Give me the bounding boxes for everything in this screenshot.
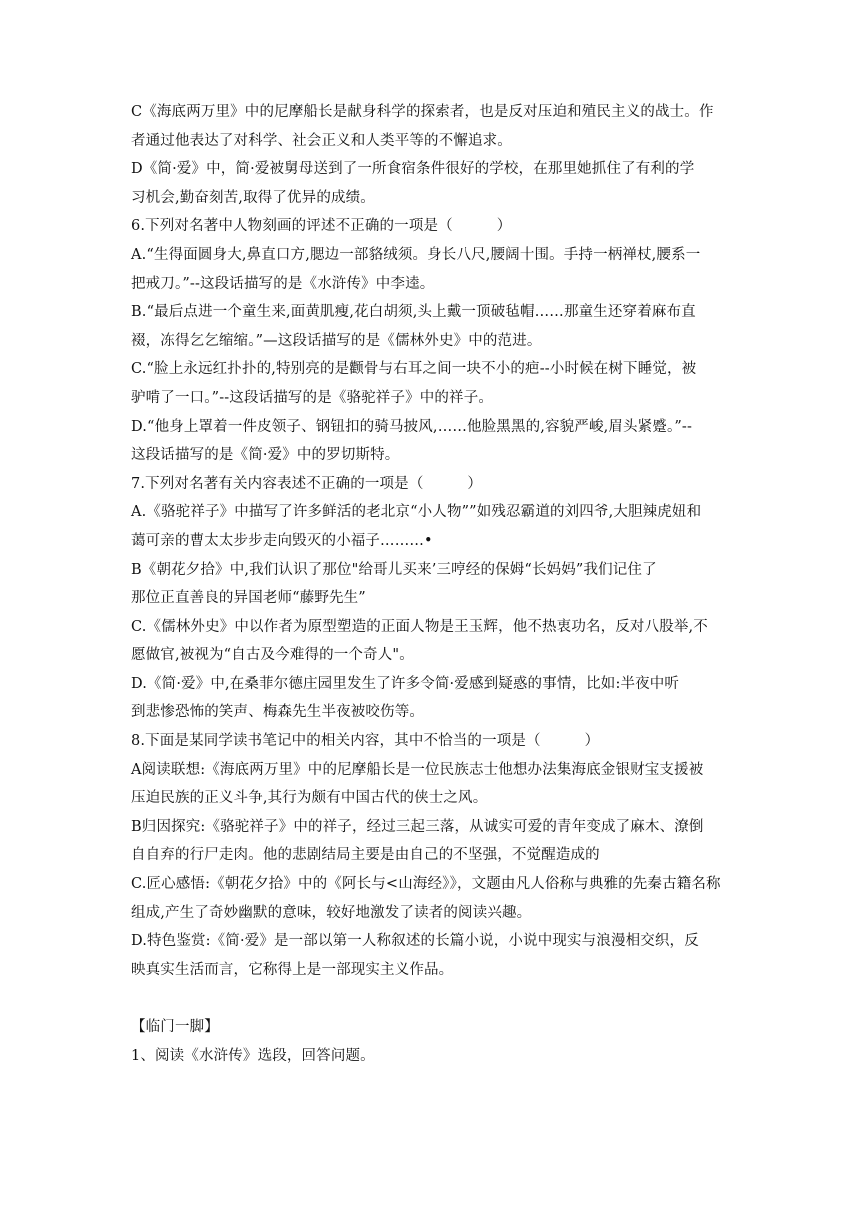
text-line: C.《儒林外史》中以作者为原型塑造的正面人物是王玉辉，他不热衷功名，反对八股举,不 (131, 618, 708, 635)
text-line: 裰，冻得乞乞缩缩。”—这段话描写的是《儒林外史》中的范进。 (131, 332, 542, 349)
section-first-line: 1、阅读《水浒传》选段，回答问题。 (131, 1048, 375, 1064)
text-line: C《海底两万里》中的尼摩船长是献身科学的探索者，也是反对压迫和殖民主义的战士。作 (131, 104, 714, 120)
text-line: D.“他身上罩着一件皮领子、钢钮扣的骑马披风,……他脸黑黑的,容貌严峻,眉头紧蹙。”-- (131, 418, 693, 435)
text-line: B.“最后点进一个童生来,面黄肌瘦,花白胡须,头上戴一顶破毡帽……那童生还穿着麻布直 (131, 304, 696, 321)
text-line: 这段话描写的是《简·爱》中的罗切斯特。 (131, 447, 400, 464)
text-line: 到悲惨恐怖的笑声、梅森先生半夜被咬伤等。 (131, 704, 424, 721)
text-line: D《简·爱》中，简·爱被舅母送到了一所食宿条件很好的学校，在那里她抓住了有利的学 (131, 161, 695, 178)
text-line: A.“生得面圆身大,鼻直口方,腮边一部貉绒须。身长八尺,腰阔十围。手持一柄禅杖,腰系一 (131, 246, 701, 263)
blank-gap (131, 984, 741, 1013)
text-line: A阅读联想:《海底两万里》中的尼摩船长是一位民族志士他想办法集海底金银财宝支援被 (131, 761, 704, 778)
text-line: D.《简·爱》中,在桑菲尔德庄园里发生了许多令简·爱感到疑惑的事情，比如:半夜中听 (131, 675, 680, 692)
document-page (131, 98, 741, 1071)
text-line: 组成,产生了奇妙幽默的意味，较好地激发了读者的阅读兴趣。 (131, 904, 532, 921)
text-line: 愿做官,被视为“自古及今难得的一个奇人"。 (131, 647, 414, 664)
question-7-stem: 7.下列对名著有关内容表述不正确的一项是（ ） (131, 475, 483, 492)
text-line: 把戒刀。”--这段话描写的是《水浒传》中李逵。 (131, 275, 435, 292)
text-line: 自自弃的行尸走肉。他的悲剧结局主要是由自己的不坚强，不觉醒造成的 (131, 847, 600, 864)
text-line: 压迫民族的正义斗争,其行为颇有中国古代的侠士之风。 (131, 790, 488, 807)
text-line: 那位正直善良的异国老师“藤野先生” (131, 590, 366, 607)
text-line: 者通过他表达了对科学、社会正义和人类平等的不懈追求。 (131, 132, 512, 149)
text-line: B归因探究:《骆驼祥子》中的祥子，经过三起三落，从诚实可爱的青年变成了麻木、潦倒 (131, 818, 704, 835)
text-line: 驴啃了一口。”--这段话描写的是《骆驼祥子》中的祥子。 (131, 389, 494, 406)
question-8-stem: 8.下面是某同学读书笔记中的相关内容，其中不恰当的一项是（ ） (131, 733, 600, 750)
text-line: 映真实生活而言，它称得上是一部现实主义作品。 (131, 961, 454, 978)
text-line: C.匠心感悟:《朝花夕拾》中的《阿长与<山海经》》，文题由凡人俗称与典雅的先秦古籍名称 (131, 876, 721, 893)
text-line: 习机会,勤奋刻苦,取得了优异的成绩。 (131, 189, 375, 206)
text-line: C.“脸上永远红扑扑的,特别亮的是颧骨与右耳之间一块不小的疤--小时候在树下睡觉，被 (131, 361, 697, 378)
question-6-stem: 6.下列对名著中人物刻画的评述不正确的一项是（ ） (131, 218, 512, 235)
text-line: A.《骆驼祥子》中描写了许多鲜活的老北京“小人物””如残忍霸道的刘四爷,大胆辣虎妞和 (131, 504, 702, 521)
section-heading: 【临门一脚】 (131, 1019, 219, 1036)
text-line: 蔼可亲的曹太太步步走向毁灭的小福子………• (131, 532, 433, 549)
text-line: B《朝花夕拾》中,我们认识了那位"给哥儿买来’三哼经的保姆“长妈妈”我们记住了 (131, 561, 657, 578)
text-line: D.特色鉴赏:《简·爱》是一部以第一人称叙述的长篇小说，小说中现实与浪漫相交织，反 (131, 933, 699, 950)
